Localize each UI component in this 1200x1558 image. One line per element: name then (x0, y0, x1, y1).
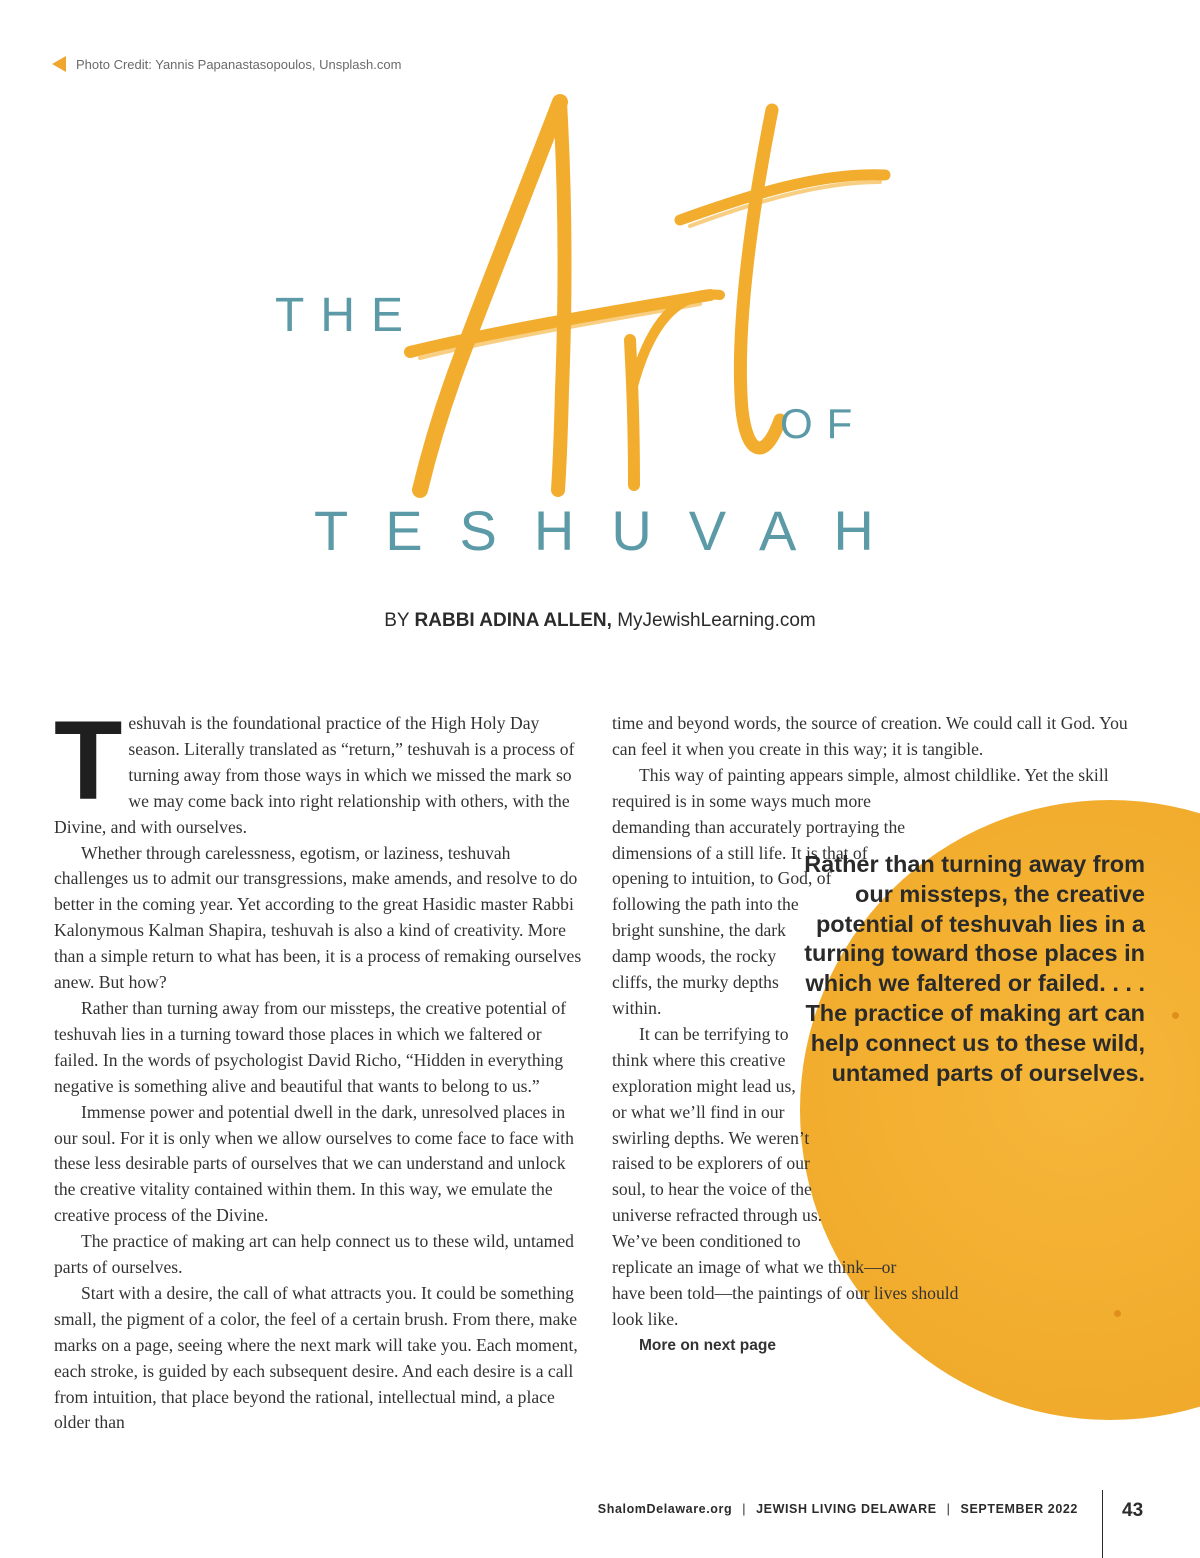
byline (0, 610, 1200, 632)
paragraph: time and beyond words, the source of creation. We could call it God. You can feel it when you create in this way; it is tangible. (612, 713, 1128, 759)
paragraph: Rather than turning away from our missteps, the creative potential of teshuvah lies in a turning toward those places in which we faltered or failed. In the words of psychologist David Richo, “Hidden in everything negative is something alive and beautiful that wants to belong to us.” (54, 997, 567, 1096)
footer-publication: JEWISH LIVING DELAWARE (756, 1502, 937, 1516)
paragraph: Whether through carelessness, egotism, or laziness, teshuvah challenges us to admit our transgressions, make amends, and resolve to do better in the coming year. Yet according to the great Hasidic master Rabbi Kalonymous Kalman Shapira, teshuvah is also a kind of creativity. More than a simple return to what has been, it is a process of remaking ourselves anew. But how? (54, 842, 582, 993)
page-footer: ShalomDelaware.org | JEWISH LIVING DELAWARE | SEPTEMBER 2022 (597, 1502, 1078, 1516)
byline-source: MyJewishLearning.com (617, 610, 816, 631)
triangle-left-icon (52, 56, 66, 72)
byline-author: RABBI ADINA ALLEN, (414, 610, 612, 631)
title-of: OF (780, 400, 867, 447)
paragraph: This way of painting appears simple, almost childlike. Yet the skill required is in some ways much more demanding than accurately portraying the dimensions of a still life. It is that of opening to intuition, to God, of following the path into the bright sunshine, the dark damp woods, the rocky cliffs, the murky depths within. (612, 764, 1109, 1018)
byline-by: BY (384, 610, 410, 631)
photo-credit (52, 54, 401, 74)
paragraph: The practice of making art can help connect us to these wild, untamed parts of ourselves. (54, 1231, 574, 1278)
drop-cap: T (54, 698, 123, 823)
title-teshuvah: TESHUVAH (314, 499, 911, 562)
title-the: THE (275, 289, 419, 342)
paragraph: Start with a desire, the call of what attracts you. It could be something small, the pigment of a color, the feel of a certain brush. From there, make marks on a page, seeing where the next mark will take you. Each moment, each stroke, is guided by each subsequent desire. And each desire is a call from intuition, that place beyond the rational, intellectual mind, a place older than (54, 1282, 578, 1433)
paint-speck (1172, 1012, 1179, 1019)
paragraph: eshuvah is the foundational practice of the High Holy Day season. Literally translated as “return,” teshuvah is a process of turning away from those ways in which we missed the mark so we may come back into right relationship with others, with the Divine, and with ourselves. (54, 713, 575, 837)
photo-credit-text: Photo Credit: Yannis Papanastasopoulos, Unsplash.com (76, 56, 402, 72)
pullquote-text: Rather than turning away from our missteps, the creative potential of teshuvah lies in a turning toward those places in which we faltered or failed. . . . The practice of making art can help connect us to these wild, untamed parts of ourselves. (804, 851, 1145, 1086)
footer-issue: SEPTEMBER 2022 (960, 1502, 1078, 1516)
page-number: 43 (1122, 1500, 1144, 1521)
more-on-next-page: More on next page (639, 1336, 776, 1354)
footer-divider (1102, 1490, 1103, 1558)
paragraph: It can be terrifying to think where this creative exploration might lead us, or what we’ll find in our swirling depths. We weren’t raised to be explorers of our soul, to hear the voice of the universe refracted through us. We’ve been conditioned to replicate an image of what we think—or have been told—the paintings of our lives should look like. (612, 1023, 959, 1329)
paragraph: Immense power and potential dwell in the dark, unresolved places in our soul. For it is only when we allow ourselves to come face to face with these less desirable parts of ourselves that we can understand and unlock the creative vitality contained within them. In this way, we emulate the creative process of the Divine. (54, 1101, 574, 1226)
footer-site: ShalomDelaware.org (597, 1502, 733, 1516)
article-column-left (54, 698, 586, 1436)
